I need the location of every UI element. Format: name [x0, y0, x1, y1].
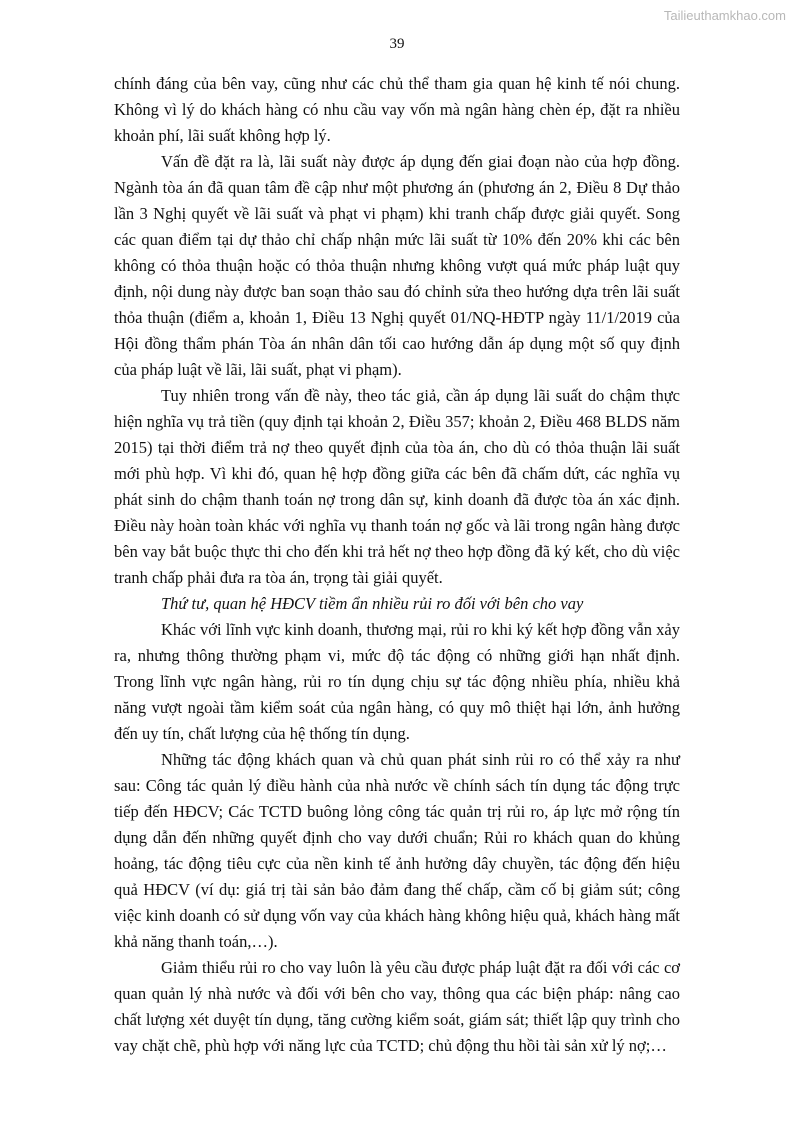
paragraph: Giảm thiểu rủi ro cho vay luôn là yêu cầu được pháp luật đặt ra đối với các cơ quan quản lý nhà nước và đối với bên cho vay, thông qua các biện pháp: nâng cao chất lượng xét duyệt tín dụng, tăng cường kiểm soát, giám sát; thiết lập quy trình cho vay chặt chẽ, phù hợp với năng lực của TCTD; chủ động thu hồi tài sản xử lý nợ;… [114, 958, 680, 1055]
paragraph: Khác với lĩnh vực kinh doanh, thương mại, rủi ro khi ký kết hợp đồng vẫn xảy ra, nhưng thông thường phạm vi, mức độ tác động có những giới hạn nhất định. Trong lĩnh vực ngân hàng, rủi ro tín dụng chịu sự tác động nhiều phía, nhiều khả năng vượt ngoài tầm kiểm soát của ngân hàng, có quy mô thiệt hại lớn, ảnh hưởng đến uy tín, chất lượng của hệ thống tín dụng. [114, 620, 680, 743]
paragraph: Những tác động khách quan và chủ quan phát sinh rủi ro có thể xảy ra như sau: Công tác quản lý điều hành của nhà nước về chính sách tín dụng tác động trực tiếp đến HĐCV; Các TCTD buông lỏng công tác quản trị rủi ro, áp lực mở rộng tín dụng dẫn đến những quyết định cho vay dưới chuẩn; Rủi ro khách quan do khủng hoảng, tác động tiêu cực của nền kinh tế ảnh hưởng dây chuyền, tác động đến hiệu quả HĐCV (ví dụ: giá trị tài sản bảo đảm đang thế chấp, cầm cố bị giảm sút; công việc kinh doanh có sử dụng vốn vay của khách hàng không hiệu quả, khách hàng mất khả năng thanh toán,…). [114, 750, 680, 951]
section-heading: Thứ tư, quan hệ HĐCV tiềm ẩn nhiều rủi ro đối với bên cho vay [161, 594, 584, 613]
paragraph: Tuy nhiên trong vấn đề này, theo tác giả, cần áp dụng lãi suất do chậm thực hiện nghĩa vụ trả tiền (quy định tại khoản 2, Điều 357; khoản 2, Điều 468 BLDS năm 2015) tại thời điểm trả nợ theo quyết định của tòa án, cho dù có thỏa thuận lãi suất mới phù hợp. Vì khi đó, quan hệ hợp đồng giữa các bên đã chấm dứt, các nghĩa vụ phát sinh do chậm thanh toán nợ trong dân sự, kinh doanh đã được tòa án xác định. Điều này hoàn toàn khác với nghĩa vụ thanh toán nợ gốc và lãi trong ngân hàng được bên vay bắt buộc thực thi cho đến khi trả hết nợ theo hợp đồng đã ký kết, cho dù việc tranh chấp phải đưa ra tòa án, trọng tài giải quyết. [114, 386, 680, 587]
watermark: Tailieuthamkhao.com [663, 8, 786, 23]
paragraph-continuation: chính đáng của bên vay, cũng như các chủ thể tham gia quan hệ kinh tế nói chung. Không vì lý do khách hàng có nhu cầu vay vốn mà ngân hàng chèn ép, đặt ra nhiều khoản phí, lãi suất không hợp lý. [114, 74, 680, 145]
paragraph: Vấn đề đặt ra là, lãi suất này được áp dụng đến giai đoạn nào của hợp đồng. Ngành tòa án đã quan tâm đề cập như một phương án (phương án 2, Điều 8 Dự thảo lần 3 Nghị quyết về lãi suất và phạt vi phạm) khi tranh chấp được giải quyết. Song các quan điểm tại dự thảo chỉ chấp nhận mức lãi suất từ 10% đến 20% khi các bên không có thỏa thuận hoặc có thỏa thuận nhưng không vượt quá mức pháp luật quy định, nội dung này được ban soạn thảo sau đó chỉnh sửa theo hướng dựa trên lãi suất thỏa thuận (điểm a, khoản 1, Điều 13 Nghị quyết 01/NQ-HĐTP ngày 11/1/2019 của Hội đồng thẩm phán Tòa án nhân dân tối cao hướng dẫn áp dụng một số quy định của pháp luật về lãi, lãi suất, phạt vi phạm). [114, 152, 680, 379]
page-number: 39 [389, 36, 405, 52]
document-body [114, 71, 680, 1059]
